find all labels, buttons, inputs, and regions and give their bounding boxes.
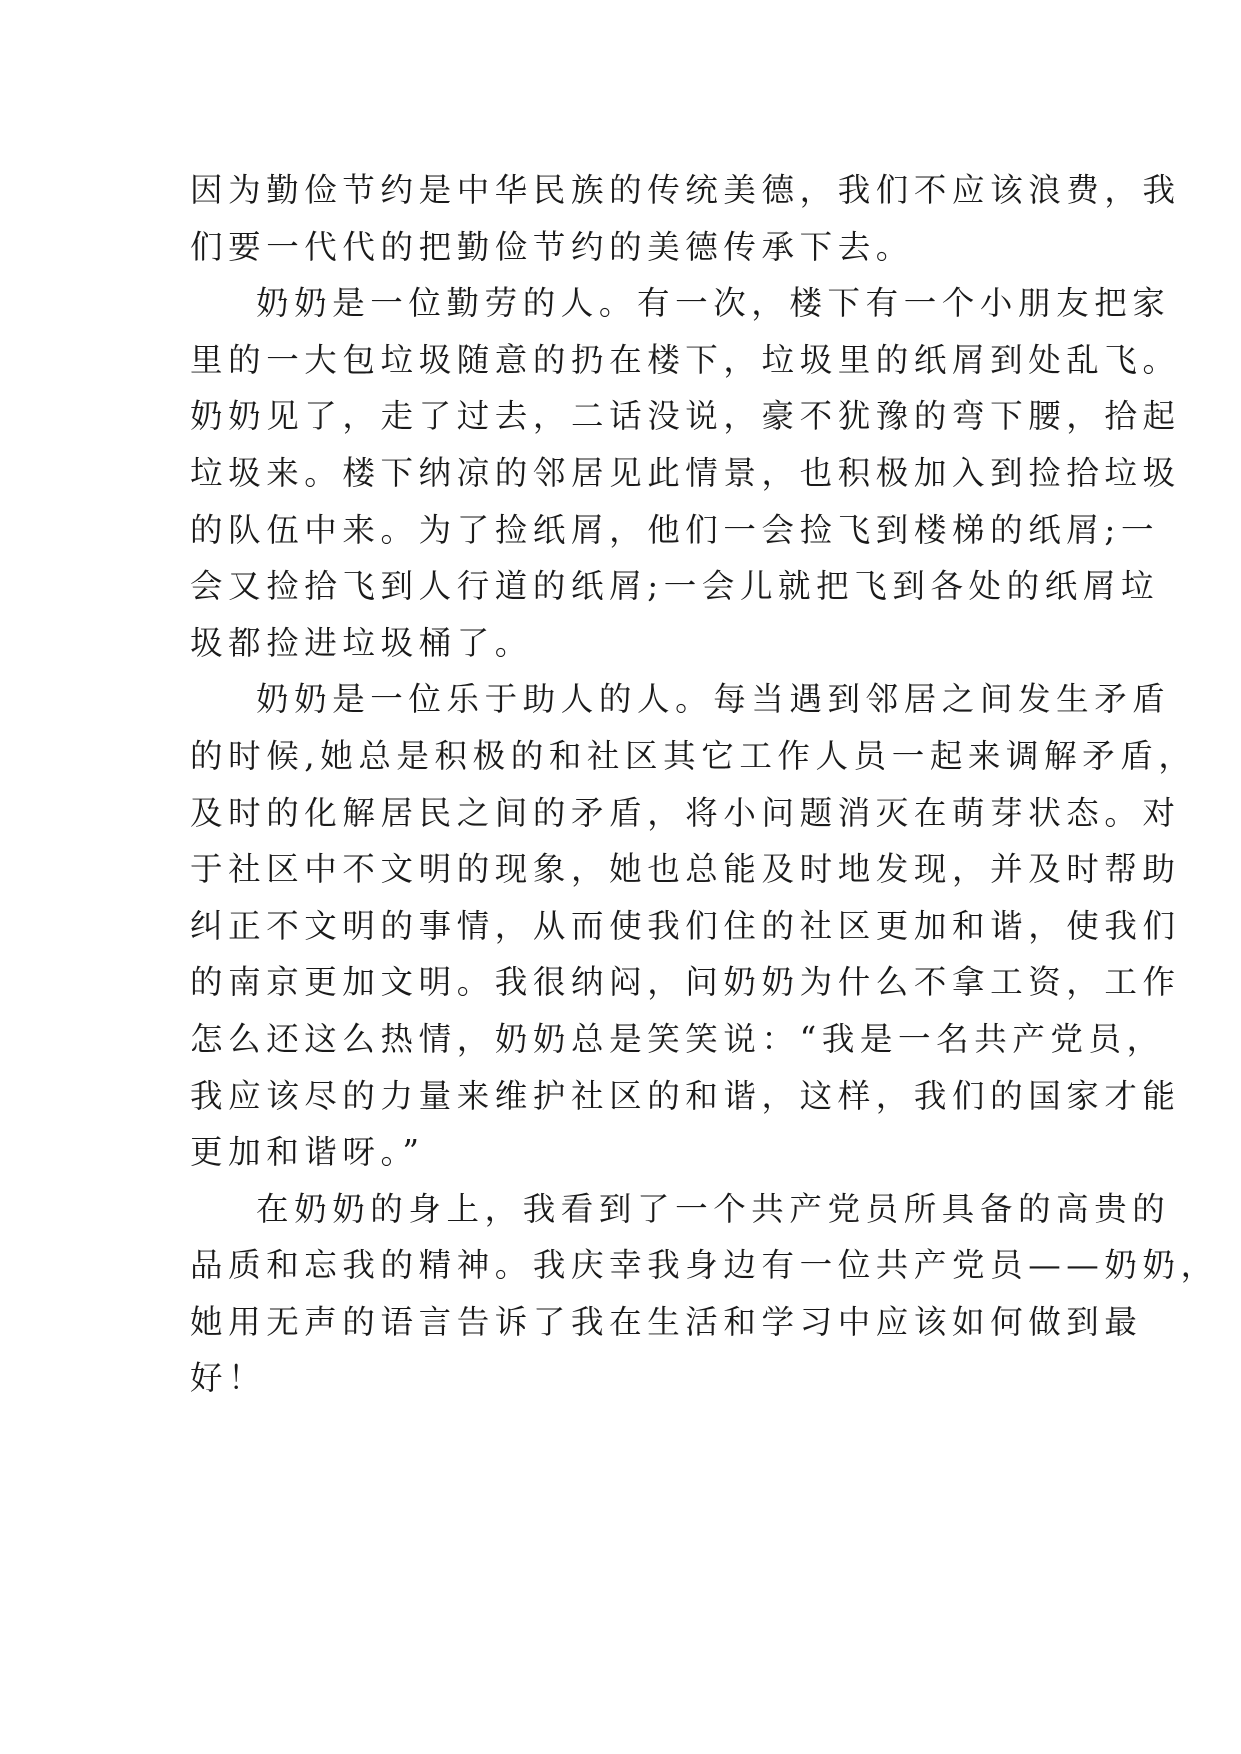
paragraph-start-line: 奶奶是一位乐于助人的人。每当遇到邻居之间发生矛盾 [256,680,1171,719]
paragraph-start-line: 奶奶是一位勤劳的人。有一次，楼下有一个小朋友把家 [256,284,1171,323]
text-line: 于社区中不文明的现象，她也总能及时地发现，并及时帮助 [190,850,1181,889]
paragraph-start-line: 在奶奶的身上，我看到了一个共产党员所具备的高贵的 [256,1189,1171,1228]
text-line: 奶奶见了，走了过去，二话没说，豪不犹豫的弯下腰，拾起 [190,397,1181,436]
text-line: 及时的化解居民之间的矛盾，将小问题消灭在萌芽状态。对 [190,793,1181,832]
document-body [190,162,1219,1407]
text-line: 们要一代代的把勤俭节约的美德传承下去。 [190,227,914,266]
text-line: 垃圾来。楼下纳凉的邻居见此情景，也积极加入到捡拾垃圾 [190,453,1181,492]
text-line: 她用无声的语言告诉了我在生活和学习中应该如何做到最 [190,1302,1143,1341]
text-line: 里的一大包垃圾随意的扔在楼下，垃圾里的纸屑到处乱飞。 [190,340,1181,379]
text-line: 我应该尽的力量来维护社区的和谐，这样，我们的国家才能 [190,1076,1181,1115]
text-line: 更加和谐呀。” [190,1133,425,1172]
text-line: 的队伍中来。为了捡纸屑，他们一会捡飞到楼梯的纸屑;一 [190,510,1160,549]
text-line: 好！ [190,1359,267,1398]
text-line: 圾都捡进垃圾桶了。 [190,623,533,662]
text-line: 的南京更加文明。我很纳闷，问奶奶为什么不拿工资，工作 [190,963,1181,1002]
text-line: 会又捡拾飞到人行道的纸屑;一会儿就把飞到各处的纸屑垃 [190,567,1160,606]
text-line: 怎么还这么热情，奶奶总是笑笑说：“我是一名共产党员， [190,1019,1165,1058]
text-line: 因为勤俭节约是中华民族的传统美德，我们不应该浪费，我 [190,171,1181,209]
text-line: 纠正不文明的事情，从而使我们住的社区更加和谐，使我们 [190,906,1181,945]
text-line: 的时候,她总是积极的和社区其它工作人员一起来调解矛盾， [190,736,1197,775]
text-line: 品质和忘我的精神。我庆幸我身边有一位共产党员——奶奶， [190,1246,1219,1285]
